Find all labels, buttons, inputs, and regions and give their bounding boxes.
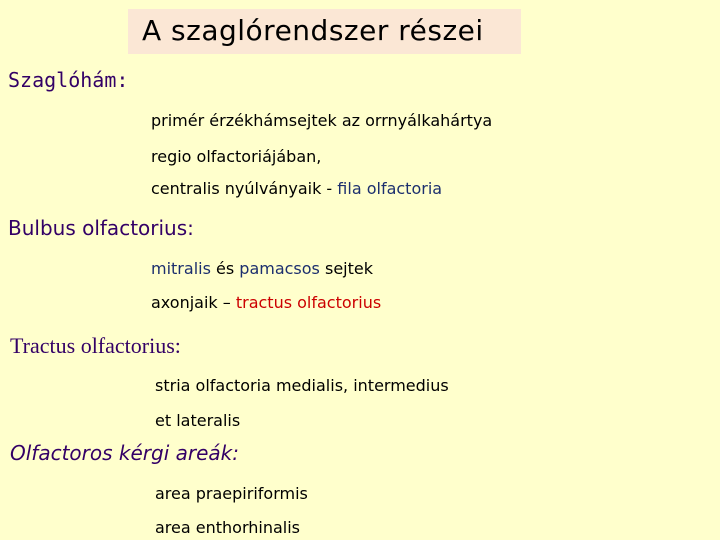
item-text: primér érzékhámsejtek az orrnyálkahártya xyxy=(151,111,493,130)
item-text: centralis nyúlványaik - xyxy=(151,179,338,198)
highlight-term: tractus olfactorius xyxy=(235,293,382,312)
heading-szaglohham: Szaglóhám: xyxy=(8,68,129,92)
heading-kergi-areak: Olfactoros kérgi areák: xyxy=(10,441,239,465)
list-item xyxy=(151,147,321,166)
heading-bulbus: Bulbus olfactorius: xyxy=(8,216,194,240)
item-text: sejtek xyxy=(319,259,373,278)
item-text: area praepiriformis xyxy=(155,484,308,503)
list-item xyxy=(155,518,300,537)
list-item xyxy=(151,179,442,198)
list-item xyxy=(151,111,492,130)
highlight-term: pamacsos xyxy=(239,259,320,278)
list-item xyxy=(155,411,240,430)
list-item xyxy=(155,484,308,503)
item-text: et lateralis xyxy=(155,411,241,430)
item-text: axonjaik – xyxy=(151,293,236,312)
item-text: és xyxy=(210,259,240,278)
heading-tractus: Tractus olfactorius: xyxy=(10,333,181,358)
item-text: area enthorhinalis xyxy=(155,518,301,537)
slide-title: A szaglórendszer részei xyxy=(142,14,484,47)
highlight-term: fila olfactoria xyxy=(337,179,443,198)
list-item xyxy=(155,376,449,395)
highlight-term: mitralis xyxy=(151,259,211,278)
item-text: stria olfactoria medialis, intermedius xyxy=(155,376,449,395)
item-text: regio olfactoriájában, xyxy=(151,147,322,166)
list-item xyxy=(151,259,373,278)
list-item xyxy=(151,293,381,312)
